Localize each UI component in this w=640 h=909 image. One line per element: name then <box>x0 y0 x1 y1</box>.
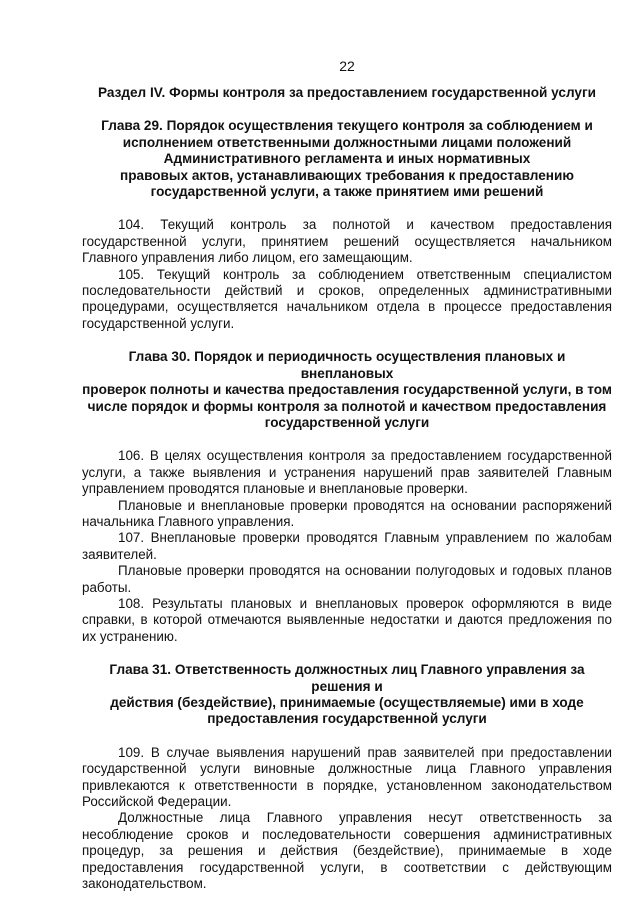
chapter-31-title <box>82 662 612 728</box>
paragraph-107-cont: Плановые проверки проводятся на основании полугодовых и годовых планов работы. <box>82 563 612 595</box>
chapter-30-title <box>82 349 612 431</box>
chapter-title-line: государственной услуги, а также принятием ими решений <box>150 184 544 200</box>
chapter-30-body <box>82 448 612 645</box>
chapter-31-body <box>82 745 612 893</box>
paragraph-109-cont: Должностные лица Главного управления несут ответственность за несоблюдение сроков и последовательности совершения административных процедур, за решения и действия (бездействие), принимаемые в ходе предоставления государственной услуги, в соответствии с действующим законодательством. <box>82 810 612 892</box>
chapter-title-line: государственной услуги <box>264 414 430 430</box>
paragraph-107: 107. Внеплановые проверки проводятся Главным управлением по жалобам заявителей. <box>82 530 612 562</box>
chapter-title-line: исполнением ответственными должностными лицами положений <box>122 134 572 150</box>
chapter-title-line: Глава 30. Порядок и периодичность осуществления плановых и внеплановых <box>128 349 566 381</box>
chapter-title-line: предоставления государственной услуги <box>207 711 487 727</box>
chapter-title-line: Административного регламента и иных нормативных <box>163 151 531 167</box>
chapter-title-line: действия (бездействие), принимаемые (осуществляемые) ими в ходе <box>110 695 584 710</box>
chapter-title-line: проверок полноты и качества предоставления государственной услуги, в том <box>82 382 612 398</box>
chapter-title-line: правовых актов, устанавливающих требования к предоставлению <box>120 167 574 183</box>
paragraph-106: 106. В целях осуществления контроля за предоставлением государственной услуги, а также выявления и устранения нарушений прав заявителей Главным управлением проводятся плановые и внеплановые проверки. <box>82 448 612 497</box>
chapter-title-line: Глава 31. Ответственность должностных лиц Главного управления за решения и <box>109 662 585 694</box>
document-page <box>82 58 612 909</box>
chapter-29-body <box>82 217 612 332</box>
section-title: Раздел IV. Формы контроля за предоставлением государственной услуги <box>97 85 596 101</box>
paragraph-109: 109. В случае выявления нарушений прав заявителей при предоставлении государственной услуги виновные должностные лица Главного управления привлекаются к ответственности в порядке, установленном законодательством Российской Федерации. <box>82 744 612 810</box>
chapter-title-line: Глава 29. Порядок осуществления текущего контроля за соблюдением и <box>101 118 593 134</box>
paragraph-108: 108. Результаты плановых и внеплановых проверок оформляются в виде справки, в которой отмечаются выявленные недостатки и даются предложения по их устранению. <box>82 595 612 644</box>
paragraph-105: 105. Текущий контроль за соблюдением ответственным специалистом последовательности действий и сроков, определенных административными процедурами, осуществляется начальником отдела в процессе предоставления государственной услуги. <box>82 266 612 331</box>
chapter-title-line: числе порядок и формы контроля за полнотой и качеством предоставления <box>87 398 607 414</box>
page-number: 22 <box>339 58 355 74</box>
paragraph-106-cont: Плановые и внеплановые проверки проводятся на основании распоряжений начальника Главного управления. <box>82 497 612 529</box>
chapter-29-title <box>82 118 612 200</box>
paragraph-104: 104. Текущий контроль за полнотой и качеством предоставления государственной услуги, принятием решений осуществляется начальником Главного управления либо лицом, его замещающим. <box>82 217 612 266</box>
